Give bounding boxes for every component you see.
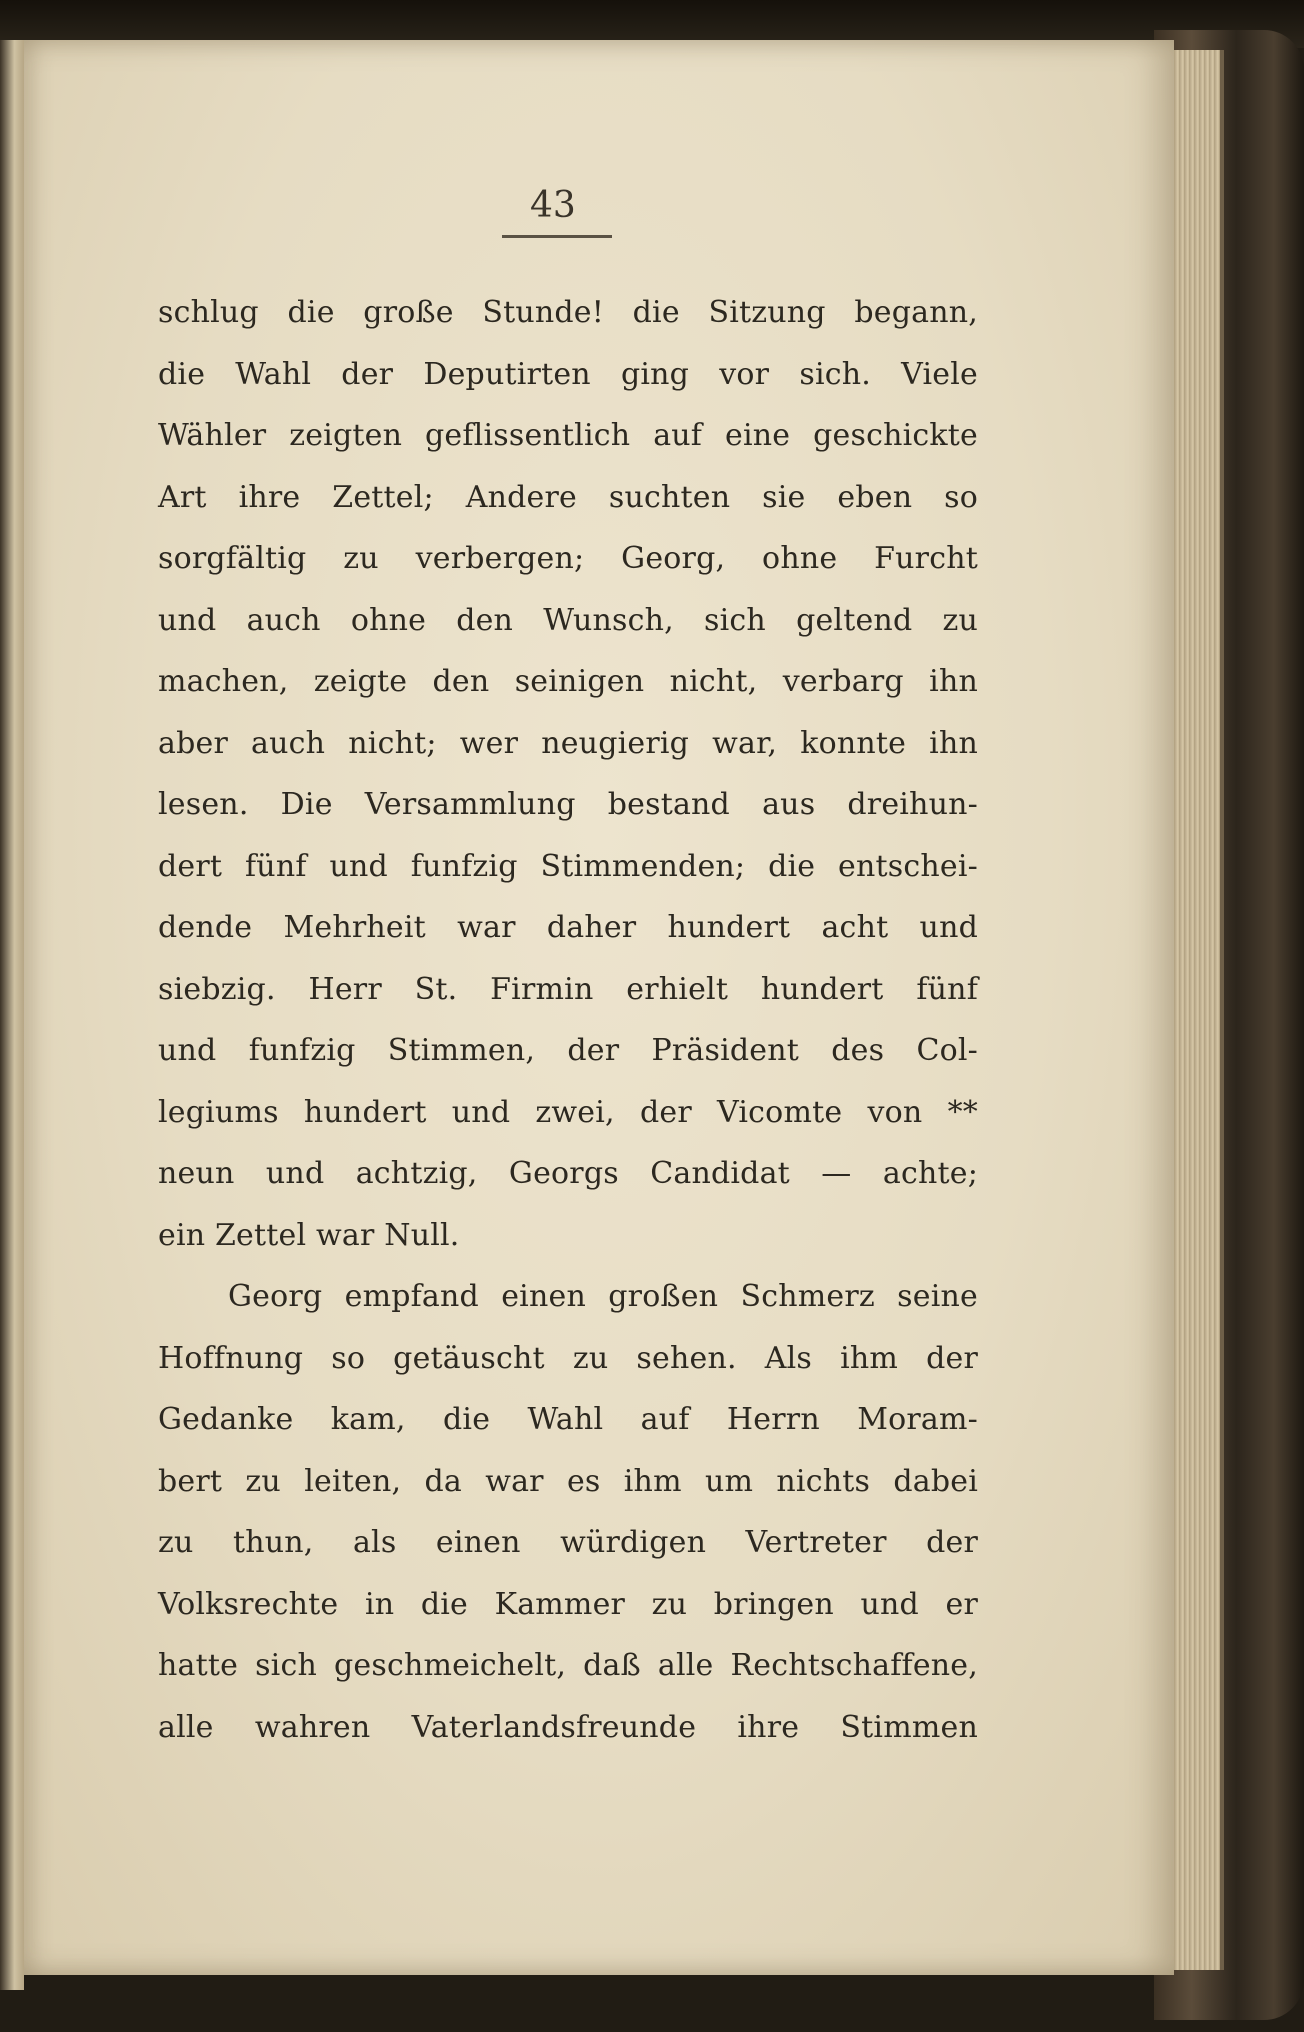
text-line: dende Mehrheit war daher hundert acht und bbox=[158, 910, 978, 945]
text-line: Volksrechte in die Kammer zu bringen und er bbox=[158, 1586, 978, 1622]
text-line: neun und achtzig, Georgs Candidat — achte; bbox=[158, 1156, 978, 1191]
text-line: schlug die große Stunde! die Sitzung begann, bbox=[158, 295, 978, 330]
book-page bbox=[24, 40, 1174, 1975]
text-line: Hoffnung so getäuscht zu sehen. Als ihm der bbox=[158, 1340, 978, 1376]
text-line: Gedanke kam, die Wahl auf Herrn Moram- bbox=[158, 1402, 978, 1437]
text-line: legiums hundert und zwei, der Vicomte von ** bbox=[158, 1094, 978, 1130]
text-line: lesen. Die Versammlung bestand aus dreihun- bbox=[158, 787, 978, 822]
text-line: und auch ohne den Wunsch, sich geltend zu bbox=[158, 602, 978, 638]
text-line: Georg empfand einen großen Schmerz seine bbox=[228, 1279, 978, 1314]
text-line: machen, zeigte den seinigen nicht, verbarg ihn bbox=[158, 664, 978, 699]
page-number: 43 bbox=[530, 185, 576, 226]
page-number-rule bbox=[502, 235, 612, 238]
text-line: bert zu leiten, da war es ihm um nichts dabei bbox=[158, 1463, 978, 1499]
text-line: ein Zettel war Null. bbox=[158, 1217, 460, 1253]
paragraph-2 bbox=[158, 1266, 978, 1758]
facing-page-edge bbox=[0, 40, 24, 1990]
text-line: die Wahl der Deputirten ging vor sich. Viele bbox=[158, 356, 978, 392]
body-text bbox=[158, 282, 978, 1758]
text-line: und funfzig Stimmen, der Präsident des Col- bbox=[158, 1033, 978, 1068]
text-line: aber auch nicht; wer neugierig war, konnte ihn bbox=[158, 725, 978, 761]
text-line: Art ihre Zettel; Andere suchten sie eben so bbox=[158, 479, 978, 515]
text-line: alle wahren Vaterlandsfreunde ihre Stimmen bbox=[158, 1709, 978, 1745]
text-line: siebzig. Herr St. Firmin erhielt hundert fünf bbox=[158, 971, 978, 1007]
paragraph-1 bbox=[158, 282, 978, 1266]
text-line: sorgfältig zu verbergen; Georg, ohne Furcht bbox=[158, 541, 978, 576]
text-line: Wähler zeigten geflissentlich auf eine geschickte bbox=[158, 418, 978, 453]
text-line: zu thun, als einen würdigen Vertreter der bbox=[158, 1525, 978, 1560]
text-line: dert fünf und funfzig Stimmenden; die entschei- bbox=[158, 848, 978, 884]
text-line: hatte sich geschmeichelt, daß alle Rechtschaffene, bbox=[158, 1648, 978, 1683]
